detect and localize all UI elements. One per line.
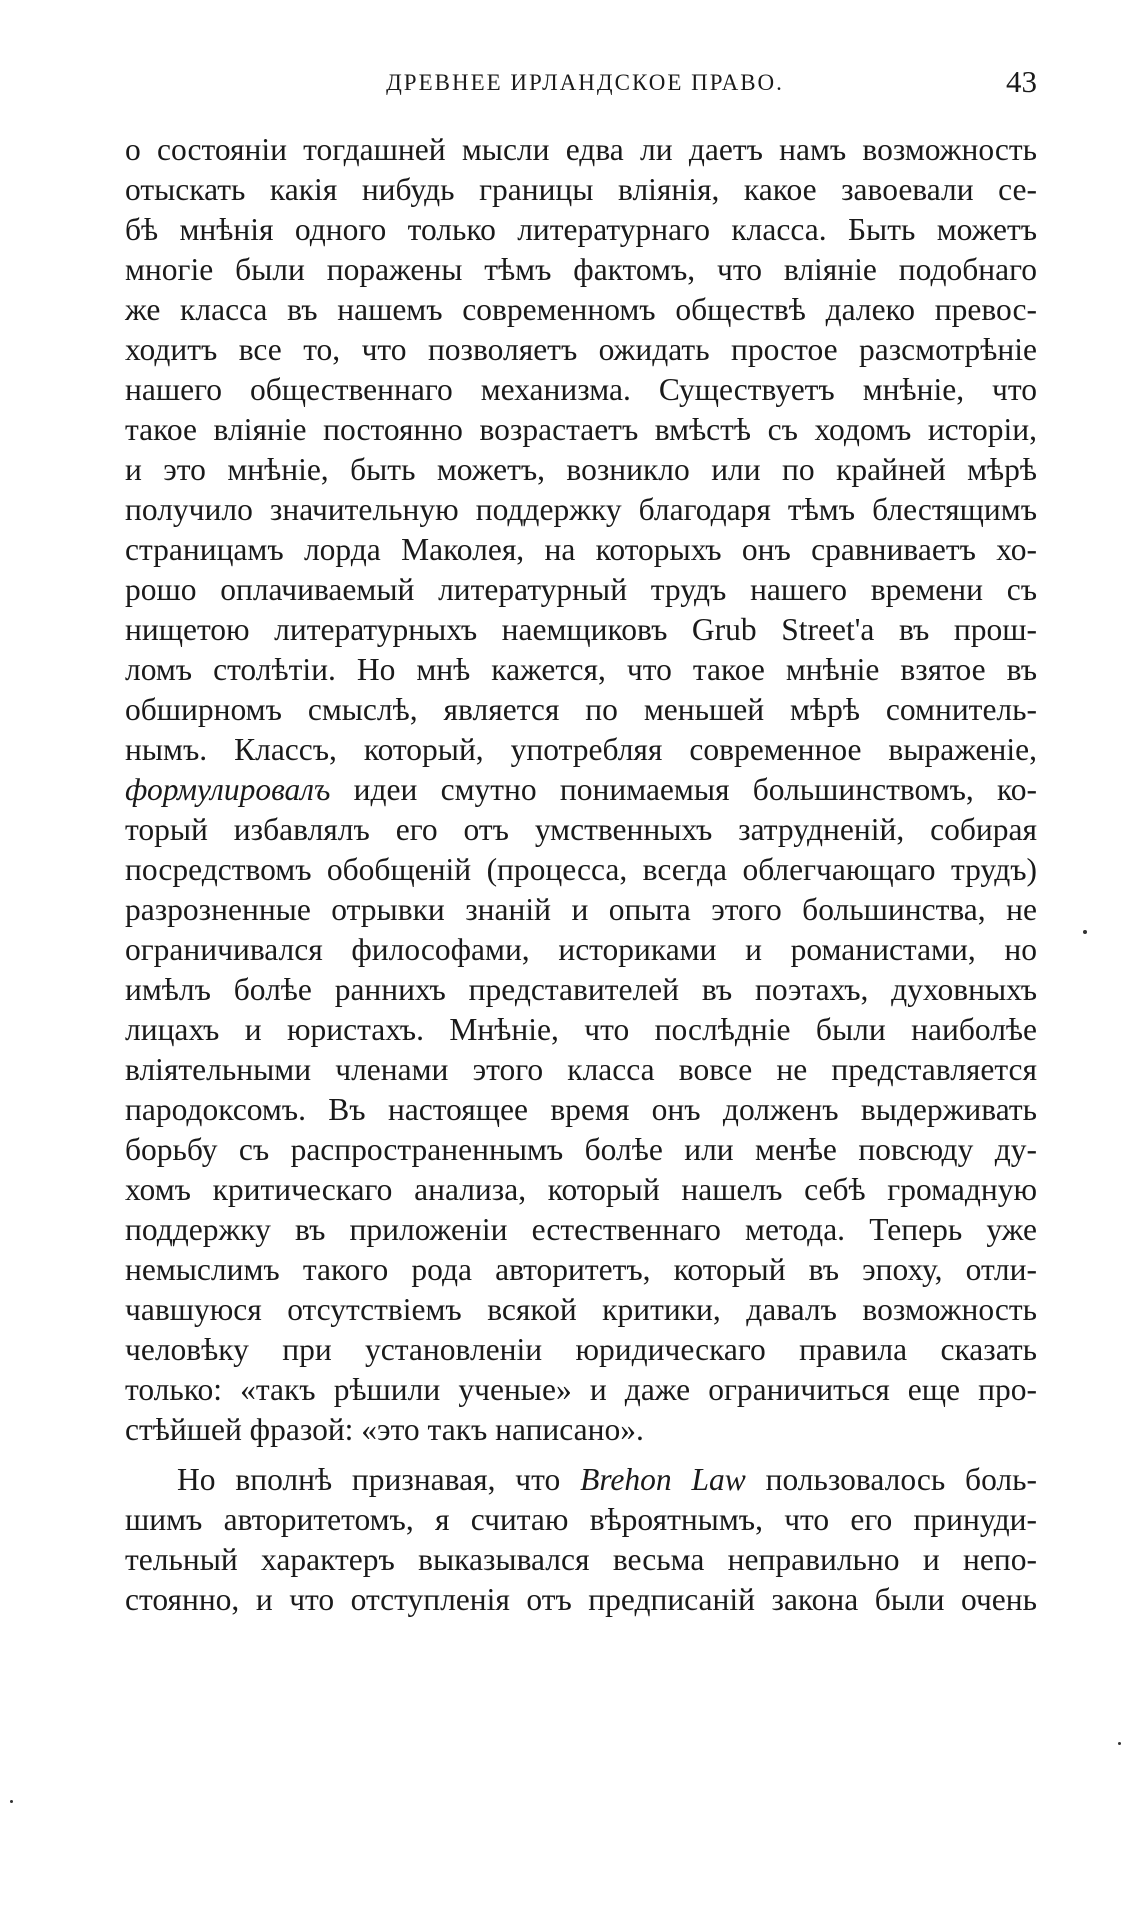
text-line: посредствомъ обобщеній (процесса, всегда облегчающаго трудъ) bbox=[125, 852, 1037, 887]
text-line: отыскать какія нибудь границы вліянія, какое завоевали се- bbox=[125, 172, 1037, 207]
print-speck bbox=[1083, 930, 1087, 934]
text-line: пародоксомъ. Въ настоящее время онъ долженъ выдерживать bbox=[125, 1092, 1037, 1127]
text-line: поддержку въ приложеніи естественнаго метода. Теперь уже bbox=[125, 1212, 1037, 1247]
text-line: разрозненные отрывки знаній и опыта этого большинства, не bbox=[125, 892, 1037, 927]
text-line: нымъ. Классъ, который, употребляя современное выраженіе, bbox=[125, 732, 1037, 767]
paragraph bbox=[125, 1460, 1037, 1620]
paragraph bbox=[125, 130, 1037, 1450]
text-line: немыслимъ такого рода авторитетъ, который въ эпоху, отли- bbox=[125, 1252, 1037, 1287]
text-line: нищетою литературныхъ наемщиковъ Grub Street'а въ прош- bbox=[125, 612, 1037, 647]
text-line: шимъ авторитетомъ, я считаю вѣроятнымъ, что его принуди- bbox=[125, 1502, 1037, 1537]
text-line: тельный характеръ выказывался весьма неправильно и непо- bbox=[125, 1542, 1037, 1577]
text-line: хомъ критическаго анализа, который нашелъ себѣ громадную bbox=[125, 1172, 1037, 1207]
text-line: стѣйшей фразой: «это такъ написано». bbox=[125, 1412, 644, 1447]
text-run: идеи смутно понимаемыя большинствомъ, ко- bbox=[330, 772, 1037, 807]
text-line: человѣку при установленіи юридическаго правила сказать bbox=[125, 1332, 1037, 1367]
page-body bbox=[125, 130, 1037, 1620]
text-line: такое вліяніе постоянно возрастаетъ вмѣстѣ съ ходомъ исторіи, bbox=[125, 412, 1037, 447]
text-line: вліятельными членами этого класса вовсе не представляется bbox=[125, 1052, 1037, 1087]
text-line: нашего общественнаго механизма. Существуетъ мнѣніе, что bbox=[125, 372, 1037, 407]
text-line: о состояніи тогдашней мысли едва ли даетъ намъ возможность bbox=[125, 132, 1037, 167]
text-line: стоянно, и что отступленія отъ предписаній закона были очень bbox=[125, 1582, 1037, 1617]
page-number: 43 bbox=[1006, 64, 1037, 99]
running-head: ДРЕВНЕЕ ИРЛАНДСКОЕ ПРАВО. bbox=[386, 70, 784, 95]
print-speck bbox=[1118, 1742, 1121, 1745]
text-line: имѣлъ болѣе раннихъ представителей въ поэтахъ, духовныхъ bbox=[125, 972, 1037, 1007]
italic-term: Brehon Law bbox=[580, 1462, 746, 1497]
text-line: только: «такъ рѣшили ученые» и даже ограничиться еще про- bbox=[125, 1372, 1037, 1407]
text-line: рошо оплачиваемый литературный трудъ нашего времени съ bbox=[125, 572, 1037, 607]
text-line: же класса въ нашемъ современномъ обществѣ далеко превос- bbox=[125, 292, 1037, 327]
text-line: страницамъ лорда Маколея, на которыхъ онъ сравниваетъ хо- bbox=[125, 532, 1037, 567]
text-line: ограничивался философами, историками и романистами, но bbox=[125, 932, 1037, 967]
print-speck bbox=[10, 1800, 13, 1803]
text-line: лицахъ и юристахъ. Мнѣніе, что послѣдніе были наиболѣе bbox=[125, 1012, 1037, 1047]
text-line bbox=[125, 1460, 1037, 1500]
text-line: бѣ мнѣнія одного только литературнаго класса. Быть можетъ bbox=[125, 212, 1037, 247]
text-line: многіе были поражены тѣмъ фактомъ, что вліяніе подобнаго bbox=[125, 252, 1037, 287]
page-header bbox=[125, 64, 1045, 104]
italic-term: формулировалъ bbox=[125, 772, 331, 807]
text-line bbox=[125, 770, 1037, 810]
text-line: и это мнѣніе, быть можетъ, возникло или по крайней мѣрѣ bbox=[125, 452, 1037, 487]
text-line: торый избавлялъ его отъ умственныхъ затрудненій, собирая bbox=[125, 812, 1037, 847]
text-line: чавшуюся отсутствіемъ всякой критики, давалъ возможность bbox=[125, 1292, 1037, 1327]
text-line: получило значительную поддержку благодаря тѣмъ блестящимъ bbox=[125, 492, 1037, 527]
text-run: Но вполнѣ признавая, что bbox=[177, 1462, 581, 1497]
text-run: пользовалось боль- bbox=[745, 1462, 1037, 1497]
text-line: борьбу съ распространеннымъ болѣе или менѣе повсюду ду- bbox=[125, 1132, 1037, 1167]
paragraph-gap bbox=[125, 1450, 1037, 1460]
text-line: ломъ столѣтіи. Но мнѣ кажется, что такое мнѣніе взятое въ bbox=[125, 652, 1037, 687]
text-line: ходитъ все то, что позволяетъ ожидать простое разсмотрѣніе bbox=[125, 332, 1037, 367]
text-line: обширномъ смыслѣ, является по меньшей мѣрѣ сомнитель- bbox=[125, 692, 1037, 727]
